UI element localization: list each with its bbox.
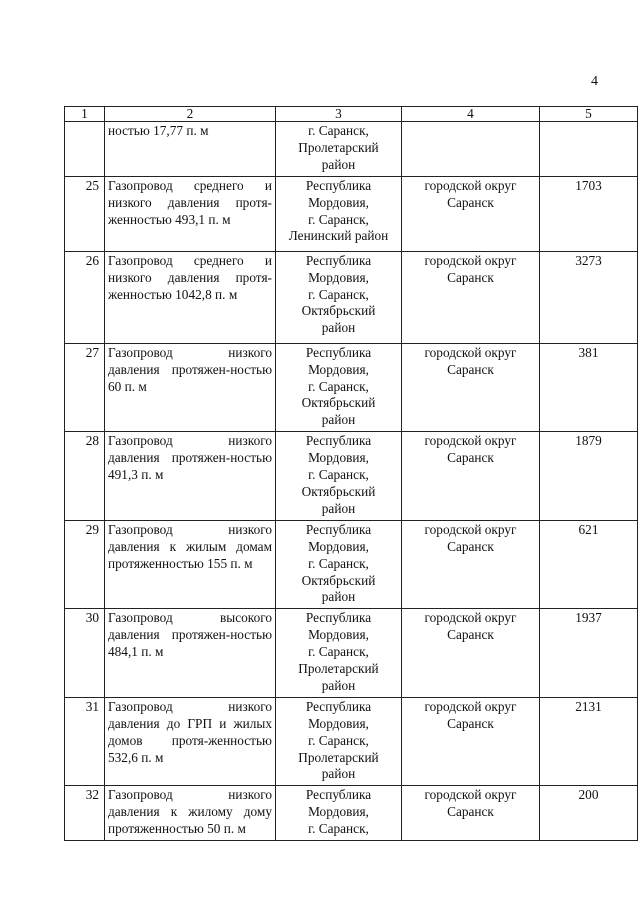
- header-cell-2: 2: [105, 107, 276, 122]
- municipality-cell: городской округ Саранск: [402, 609, 540, 698]
- object-location-cell: Республика Мордовия, г. Саранск, Октябрьский район: [276, 251, 402, 343]
- object-location-cell: Республика Мордовия, г. Саранск, Пролетарский район: [276, 609, 402, 698]
- municipality-cell: городской округ Саранск: [402, 432, 540, 521]
- value-cell: [540, 122, 638, 177]
- table-row: [65, 251, 638, 343]
- municipality-cell: городской округ Саранск: [402, 176, 540, 251]
- object-location-cell: Республика Мордовия, г. Саранск, Пролетарский район: [276, 697, 402, 786]
- header-cell-3: 3: [276, 107, 402, 122]
- municipality-cell: городской округ Саранск: [402, 786, 540, 841]
- row-number-cell: [65, 122, 105, 177]
- table-row: [65, 432, 638, 521]
- header-cell-4: 4: [402, 107, 540, 122]
- object-location-cell: Республика Мордовия, г. Саранск, Октябрьский район: [276, 432, 402, 521]
- table-row: [65, 343, 638, 432]
- object-location-cell: Республика Мордовия, г. Саранск, Ленинский район: [276, 176, 402, 251]
- municipality-cell: городской округ Саранск: [402, 697, 540, 786]
- object-name-cell: Газопровод низкого давления протяжен-ностью 491,3 п. м: [105, 432, 276, 521]
- data-table: [64, 106, 638, 841]
- object-name-cell: Газопровод высокого давления протяжен-ностью 484,1 п. м: [105, 609, 276, 698]
- object-name-cell: Газопровод среднего и низкого давления протя-женностью 1042,8 п. м: [105, 251, 276, 343]
- table-row: [65, 520, 638, 609]
- municipality-cell: [402, 122, 540, 177]
- header-row: [65, 107, 638, 122]
- table-row: [65, 176, 638, 251]
- municipality-cell: городской округ Саранск: [402, 520, 540, 609]
- value-cell: 1937: [540, 609, 638, 698]
- table-row: [65, 122, 638, 177]
- object-location-cell: Республика Мордовия, г. Саранск,: [276, 786, 402, 841]
- table-row: [65, 786, 638, 841]
- row-number-cell: 26: [65, 251, 105, 343]
- municipality-cell: городской округ Саранск: [402, 343, 540, 432]
- page-number: 4: [591, 74, 598, 89]
- object-name-cell: Газопровод среднего и низкого давления протя-женностью 493,1 п. м: [105, 176, 276, 251]
- table-row: [65, 697, 638, 786]
- value-cell: 621: [540, 520, 638, 609]
- header-cell-5: 5: [540, 107, 638, 122]
- row-number-cell: 29: [65, 520, 105, 609]
- value-cell: 2131: [540, 697, 638, 786]
- value-cell: 1703: [540, 176, 638, 251]
- object-name-cell: Газопровод низкого давления к жилым домам протяженностью 155 п. м: [105, 520, 276, 609]
- table-row: [65, 609, 638, 698]
- row-number-cell: 30: [65, 609, 105, 698]
- value-cell: 3273: [540, 251, 638, 343]
- object-name-cell: Газопровод низкого давления протяжен-ностью 60 п. м: [105, 343, 276, 432]
- row-number-cell: 27: [65, 343, 105, 432]
- row-number-cell: 25: [65, 176, 105, 251]
- header-cell-1: 1: [65, 107, 105, 122]
- row-number-cell: 32: [65, 786, 105, 841]
- object-name-cell: Газопровод низкого давления до ГРП и жилых домов протя-женностью 532,6 п. м: [105, 697, 276, 786]
- value-cell: 1879: [540, 432, 638, 521]
- value-cell: 381: [540, 343, 638, 432]
- municipality-cell: городской округ Саранск: [402, 251, 540, 343]
- object-name-cell: ностью 17,77 п. м: [105, 122, 276, 177]
- row-number-cell: 31: [65, 697, 105, 786]
- object-location-cell: Республика Мордовия, г. Саранск, Октябрьский район: [276, 520, 402, 609]
- row-number-cell: 28: [65, 432, 105, 521]
- object-location-cell: Республика Мордовия, г. Саранск, Октябрьский район: [276, 343, 402, 432]
- value-cell: 200: [540, 786, 638, 841]
- object-location-cell: г. Саранск, Пролетарский район: [276, 122, 402, 177]
- object-name-cell: Газопровод низкого давления к жилому дому протяженностью 50 п. м: [105, 786, 276, 841]
